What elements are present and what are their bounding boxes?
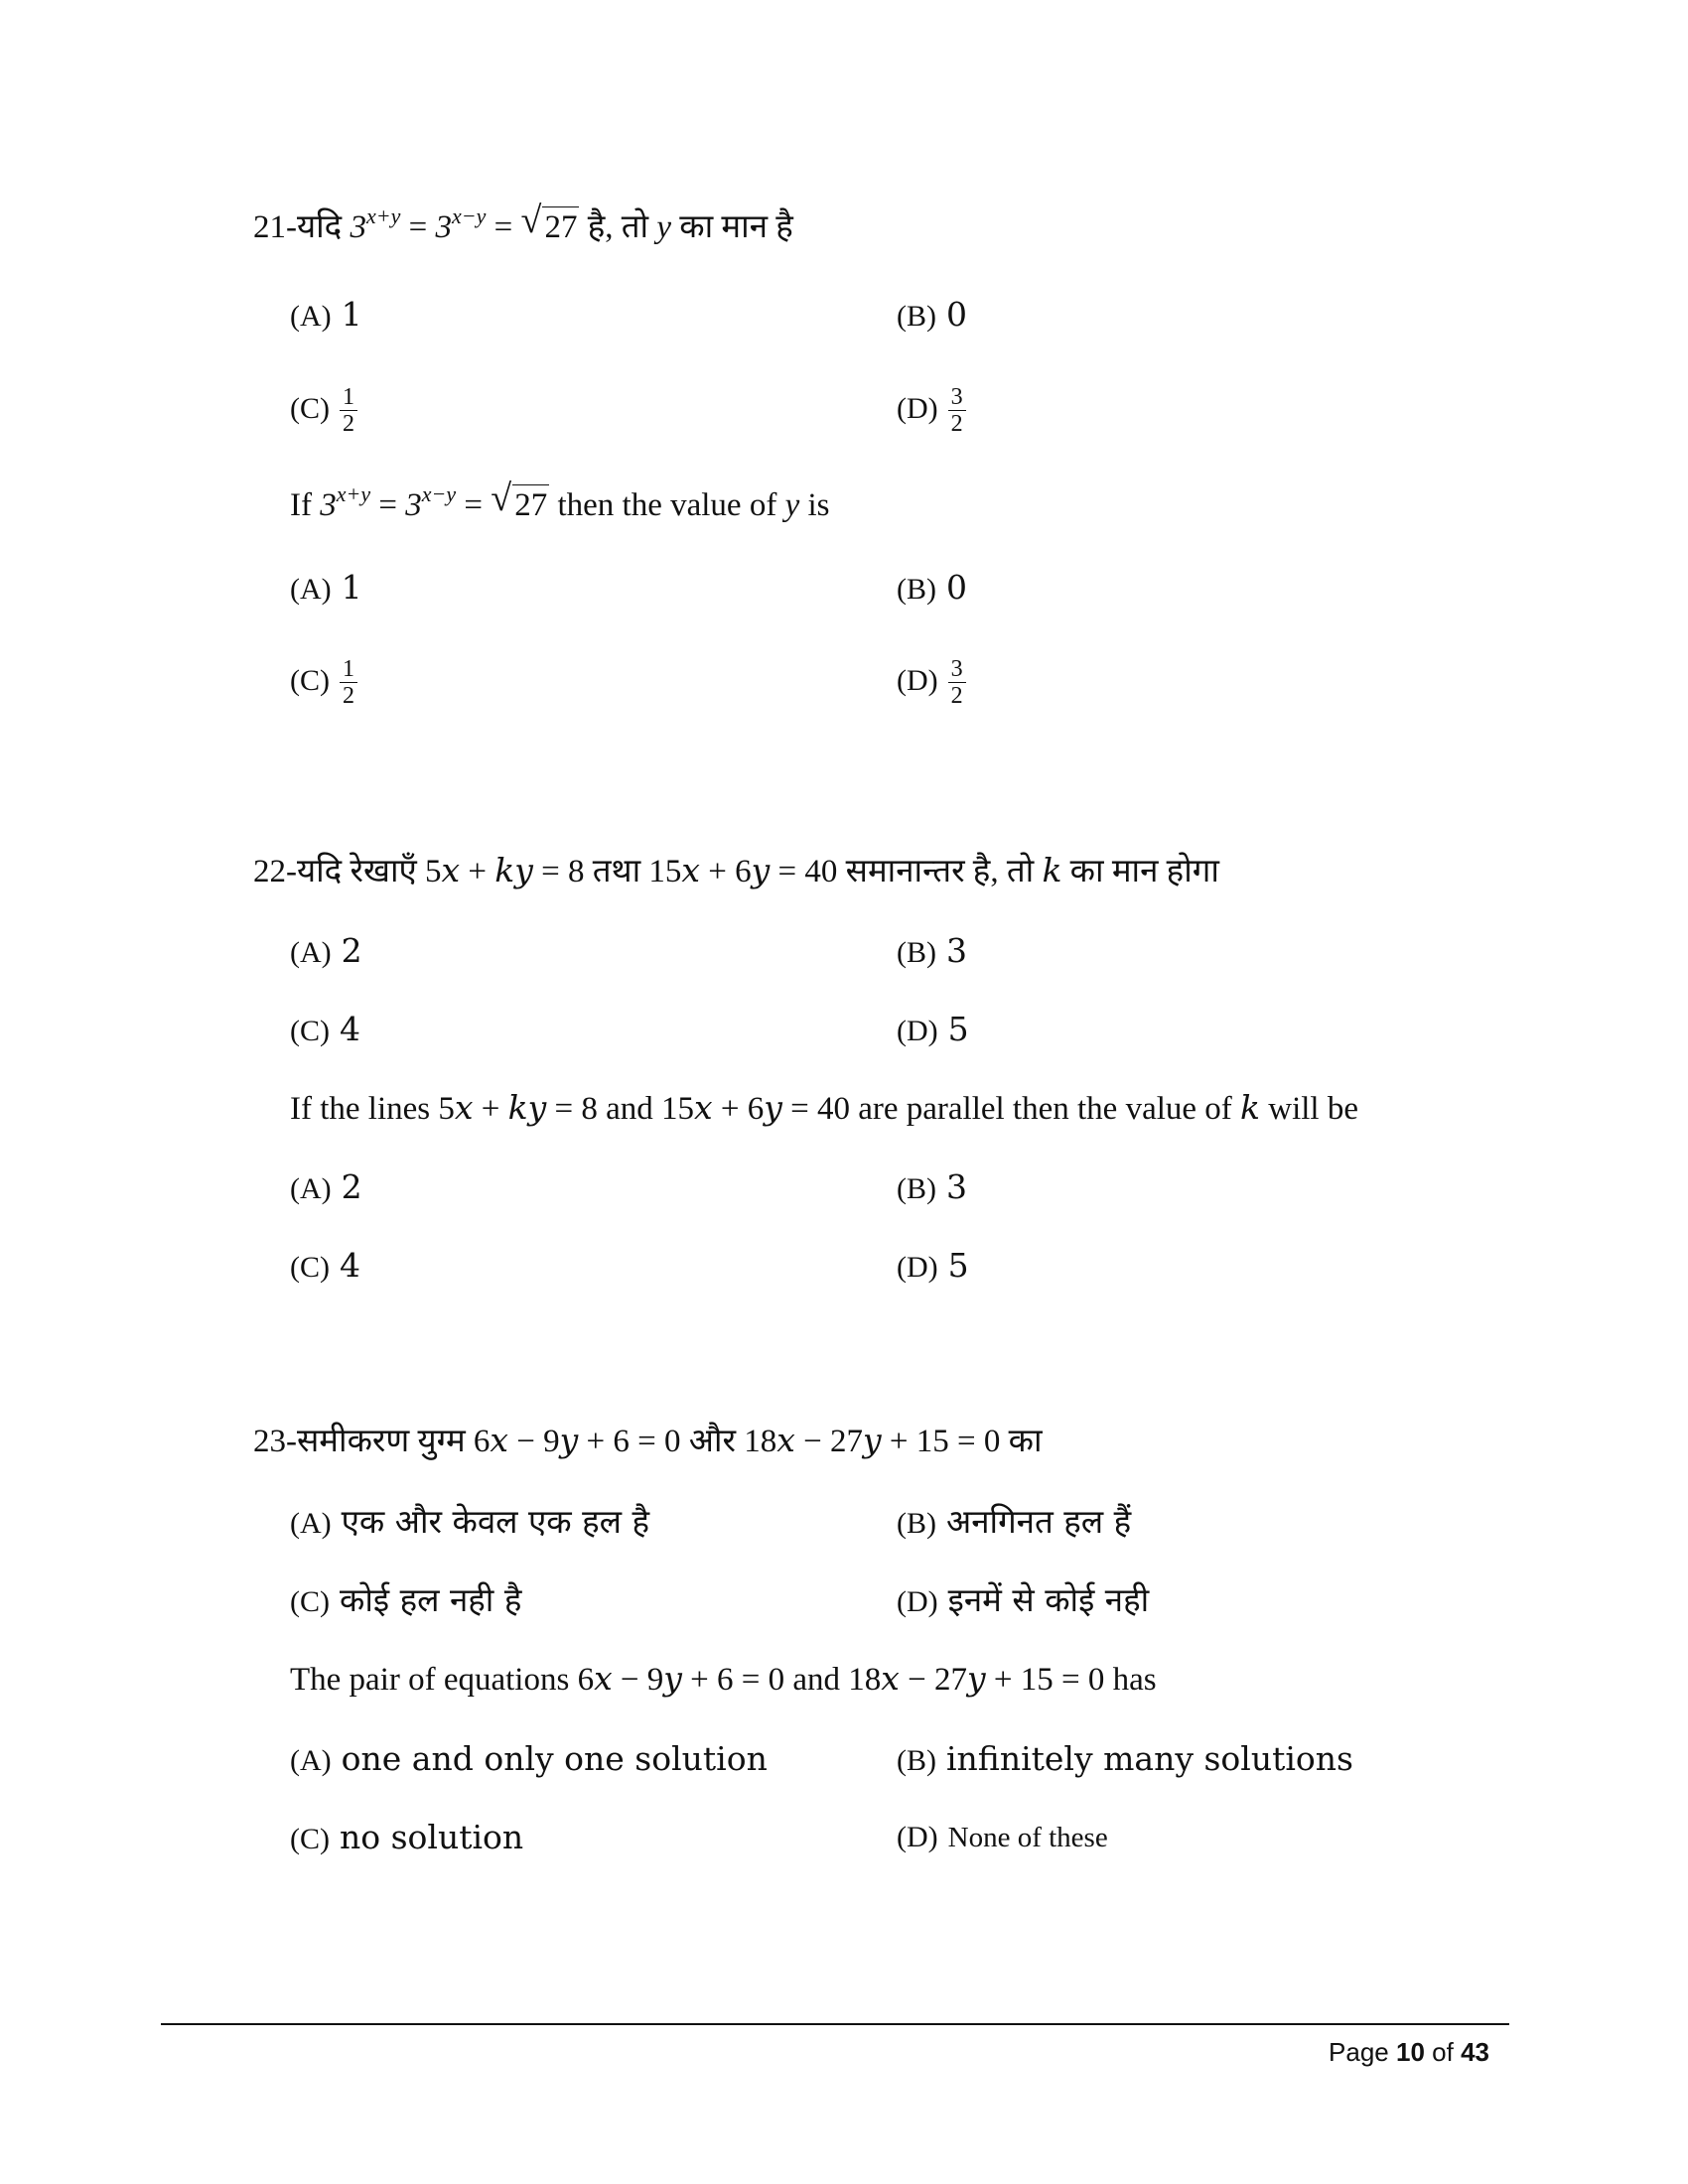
question-stem-hindi: 23-समीकरण युग्म 6𝑥 − 9𝑦 + 6 = 0 और 18𝑥 − 27𝑦 + 15 = 0 का: [253, 1424, 1043, 1459]
option-b-hindi[interactable]: (B) 3: [897, 931, 967, 970]
page-number: Page 10 of 43: [1329, 2037, 1489, 2067]
option-c-english[interactable]: (C) $\frac{1}{2}$: [290, 657, 357, 708]
question-stem-hindi: 22-यदि रेखाएँ 5𝑥 + 𝑘𝑦 = 8 तथा 15𝑥 + 6𝑦 = 40 समानान्तर है, तो 𝑘 का मान होगा: [253, 854, 1219, 889]
option-c-english[interactable]: (C) no solution: [290, 1818, 524, 1856]
option-d-english[interactable]: (D) $\frac{3}{2}$: [897, 657, 966, 708]
fraction: $\frac{1}{2}$: [340, 385, 357, 436]
option-d-hindi[interactable]: (D) 5: [897, 1010, 969, 1048]
option-a-hindi[interactable]: (A) एक और केवल एक हल है: [290, 1502, 650, 1541]
question-number: 22-: [253, 854, 297, 889]
option-b-hindi[interactable]: (B) 0: [897, 295, 967, 334]
option-d-english[interactable]: (D) 5: [897, 1246, 969, 1285]
square-root: √ 27: [491, 478, 548, 523]
option-c-hindi[interactable]: (C) 4: [290, 1010, 360, 1048]
option-d-hindi[interactable]: (D) $\frac{3}{2}$: [897, 385, 966, 436]
fraction: $\frac{1}{2}$: [340, 657, 357, 708]
option-d-hindi[interactable]: (D) इनमें से कोई नही: [897, 1580, 1150, 1619]
fraction: $\frac{3}{2}$: [948, 385, 966, 436]
option-a-hindi[interactable]: (A) 2: [290, 931, 362, 970]
fraction: $\frac{3}{2}$: [948, 657, 966, 708]
option-a-hindi[interactable]: (A) 1: [290, 295, 362, 334]
footer-divider: [161, 2023, 1509, 2025]
option-b-english[interactable]: (B) 0: [897, 568, 967, 607]
question-stem-english: The pair of equations 6𝑥 − 9𝑦 + 6 = 0 and 18𝑥 − 27𝑦 + 15 = 0 has: [290, 1662, 1157, 1698]
question-number: 23-: [253, 1424, 297, 1459]
question-stem-english: If the lines 5𝑥 + 𝑘𝑦 = 8 and 15𝑥 + 6𝑦 = 40 are parallel then the value of 𝑘 will be: [290, 1091, 1358, 1127]
question-stem-english: If $3^{x+y} = 3^{x-y}$ = √ 27 then the value of y is: [290, 478, 830, 523]
option-c-hindi[interactable]: (C) कोई हल नही है: [290, 1580, 522, 1619]
question-number: 21-: [253, 209, 297, 245]
option-d-english[interactable]: (D) None of these: [897, 1821, 1108, 1853]
option-b-english[interactable]: (B) infinitely many solutions: [897, 1739, 1353, 1778]
square-root: √ 27: [520, 200, 578, 245]
option-c-english[interactable]: (C) 4: [290, 1246, 360, 1285]
question-stem-hindi: 21-यदि $3^{x+y} = 3^{x-y}$ = √ 27 है, तो y का मान है: [253, 200, 793, 245]
option-b-english[interactable]: (B) 3: [897, 1167, 967, 1206]
option-c-hindi[interactable]: (C) $\frac{1}{2}$: [290, 385, 357, 436]
option-a-english[interactable]: (A) one and only one solution: [290, 1739, 768, 1778]
option-b-hindi[interactable]: (B) अनगिनत हल हैं: [897, 1502, 1132, 1541]
option-a-english[interactable]: (A) 2: [290, 1167, 362, 1206]
option-a-english[interactable]: (A) 1: [290, 568, 362, 607]
